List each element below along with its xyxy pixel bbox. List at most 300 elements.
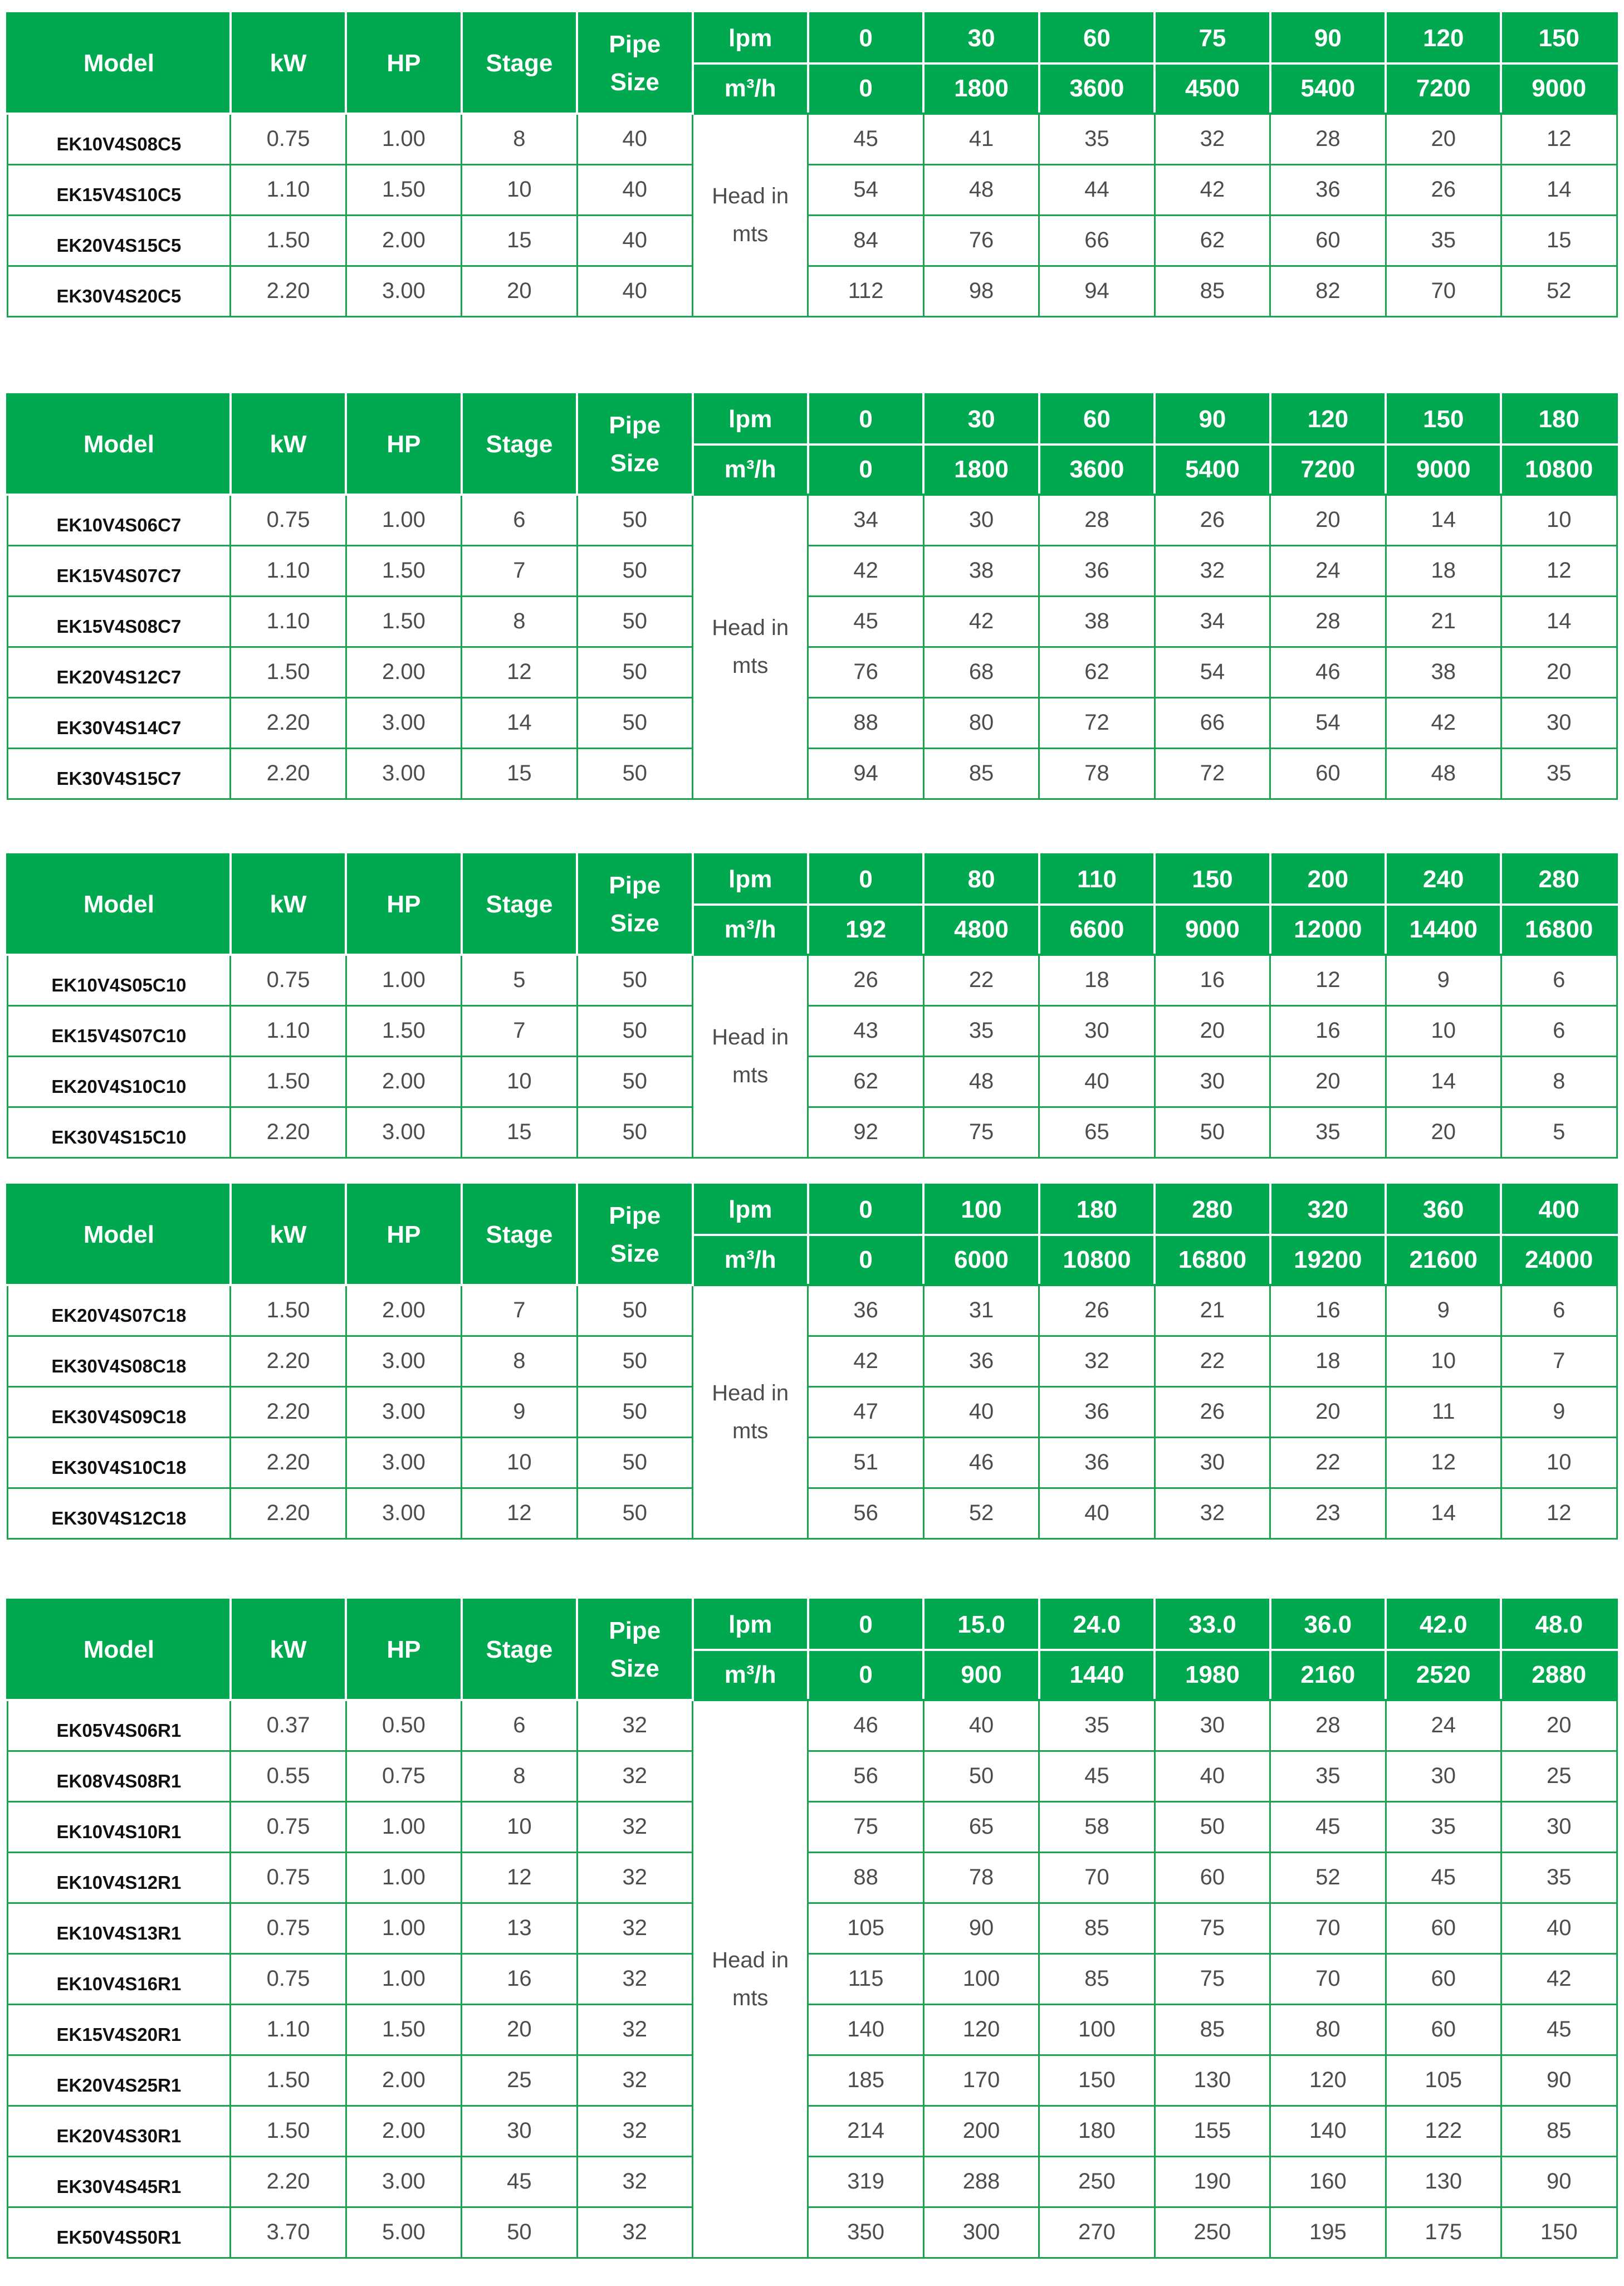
stage-cell: 7 bbox=[462, 1005, 577, 1056]
pipe-size-line1: Pipe bbox=[609, 31, 661, 58]
stage-cell: 10 bbox=[462, 1437, 577, 1488]
head-value-cell: 62 bbox=[1039, 647, 1155, 697]
lpm-value: 24.0 bbox=[1039, 1600, 1155, 1650]
head-value-cell: 98 bbox=[923, 266, 1039, 316]
kw-cell: 1.10 bbox=[231, 545, 346, 596]
head-in-mts-label bbox=[693, 1700, 808, 2258]
stage-cell: 12 bbox=[462, 1488, 577, 1538]
hp-cell: 2.00 bbox=[346, 2055, 461, 2106]
pipe-size-cell: 50 bbox=[577, 647, 692, 697]
pipe-size-cell: 32 bbox=[577, 1801, 692, 1852]
lpm-value: 280 bbox=[1155, 1185, 1270, 1235]
table-row bbox=[7, 164, 1617, 215]
head-value-cell: 200 bbox=[923, 2106, 1039, 2156]
model-cell: EK15V4S10C5 bbox=[7, 164, 231, 215]
head-value-cell: 42 bbox=[1155, 164, 1270, 215]
head-value-cell: 30 bbox=[1501, 697, 1617, 748]
pipe-size-cell: 50 bbox=[577, 1488, 692, 1538]
pipe-size-cell: 32 bbox=[577, 2004, 692, 2055]
hp-cell: 2.00 bbox=[346, 2106, 461, 2156]
pipe-size-cell: 40 bbox=[577, 114, 692, 164]
hp-cell: 1.00 bbox=[346, 114, 461, 164]
m3h-value: 5400 bbox=[1270, 63, 1386, 114]
head-value-cell: 270 bbox=[1039, 2207, 1155, 2258]
head-label-line1: Head in bbox=[712, 1947, 789, 1972]
head-value-cell: 82 bbox=[1270, 266, 1386, 316]
model-header: Model bbox=[7, 1600, 231, 1700]
head-value-cell: 12 bbox=[1501, 1488, 1617, 1538]
kw-cell: 0.37 bbox=[231, 1700, 346, 1751]
pipe-size-cell: 32 bbox=[577, 1953, 692, 2004]
table-row bbox=[7, 2004, 1617, 2055]
table-row bbox=[7, 1953, 1617, 2004]
m3h-value: 19200 bbox=[1270, 1235, 1386, 1285]
table-row bbox=[7, 215, 1617, 266]
head-value-cell: 70 bbox=[1039, 1852, 1155, 1903]
head-value-cell: 38 bbox=[1039, 596, 1155, 647]
pipe-size-cell: 32 bbox=[577, 2207, 692, 2258]
head-value-cell: 7 bbox=[1501, 1336, 1617, 1386]
pipe-size-line2: Size bbox=[610, 450, 659, 477]
spec-table bbox=[6, 853, 1618, 1159]
lpm-value: 280 bbox=[1501, 854, 1617, 905]
head-value-cell: 54 bbox=[1270, 697, 1386, 748]
lpm-header: lpm bbox=[693, 13, 808, 63]
head-value-cell: 42 bbox=[1386, 697, 1501, 748]
head-value-cell: 319 bbox=[808, 2156, 923, 2207]
pipe-size-cell: 32 bbox=[577, 1751, 692, 1801]
table-row bbox=[7, 748, 1617, 799]
head-value-cell: 26 bbox=[808, 955, 923, 1005]
head-value-cell: 23 bbox=[1270, 1488, 1386, 1538]
pipe-size-line1: Pipe bbox=[609, 412, 661, 439]
m3h-value: 21600 bbox=[1386, 1235, 1501, 1285]
head-value-cell: 12 bbox=[1501, 114, 1617, 164]
head-value-cell: 75 bbox=[923, 1107, 1039, 1157]
model-cell: EK30V4S15C7 bbox=[7, 748, 231, 799]
head-label-line2: mts bbox=[732, 1063, 769, 1088]
head-value-cell: 24 bbox=[1270, 545, 1386, 596]
lpm-value: 36.0 bbox=[1270, 1600, 1386, 1650]
head-label-line1: Head in bbox=[712, 184, 789, 209]
table-row bbox=[7, 266, 1617, 316]
head-value-cell: 26 bbox=[1039, 1285, 1155, 1336]
head-value-cell: 9 bbox=[1386, 1285, 1501, 1336]
head-value-cell: 10 bbox=[1386, 1005, 1501, 1056]
table-row bbox=[7, 647, 1617, 697]
lpm-value: 48.0 bbox=[1501, 1600, 1617, 1650]
hp-cell: 2.00 bbox=[346, 1056, 461, 1107]
lpm-value: 200 bbox=[1270, 854, 1386, 905]
head-value-cell: 85 bbox=[1501, 2106, 1617, 2156]
head-value-cell: 42 bbox=[923, 596, 1039, 647]
head-in-mts-label bbox=[693, 114, 808, 316]
stage-cell: 20 bbox=[462, 266, 577, 316]
head-value-cell: 70 bbox=[1270, 1903, 1386, 1953]
m3h-value: 4800 bbox=[923, 905, 1039, 955]
head-value-cell: 40 bbox=[1501, 1903, 1617, 1953]
head-value-cell: 76 bbox=[808, 647, 923, 697]
model-cell: EK15V4S07C7 bbox=[7, 545, 231, 596]
head-value-cell: 34 bbox=[808, 495, 923, 545]
kw-cell: 2.20 bbox=[231, 748, 346, 799]
head-value-cell: 150 bbox=[1501, 2207, 1617, 2258]
table-row bbox=[7, 1852, 1617, 1903]
m3h-value: 1440 bbox=[1039, 1650, 1155, 1700]
stage-cell: 20 bbox=[462, 2004, 577, 2055]
head-value-cell: 26 bbox=[1155, 1386, 1270, 1437]
head-label-line1: Head in bbox=[712, 1380, 789, 1405]
hp-header: HP bbox=[346, 394, 461, 495]
stage-cell: 8 bbox=[462, 1751, 577, 1801]
lpm-value: 30 bbox=[923, 13, 1039, 63]
head-value-cell: 50 bbox=[1155, 1107, 1270, 1157]
head-value-cell: 66 bbox=[1039, 215, 1155, 266]
stage-cell: 10 bbox=[462, 164, 577, 215]
model-cell: EK20V4S15C5 bbox=[7, 215, 231, 266]
kw-cell: 2.20 bbox=[231, 2156, 346, 2207]
stage-cell: 16 bbox=[462, 1953, 577, 2004]
head-value-cell: 66 bbox=[1155, 697, 1270, 748]
head-value-cell: 45 bbox=[1501, 2004, 1617, 2055]
head-value-cell: 92 bbox=[808, 1107, 923, 1157]
m3h-value: 16800 bbox=[1155, 1235, 1270, 1285]
head-value-cell: 48 bbox=[923, 1056, 1039, 1107]
lpm-value: 120 bbox=[1270, 394, 1386, 444]
stage-header: Stage bbox=[462, 1600, 577, 1700]
pipe-size-cell: 50 bbox=[577, 495, 692, 545]
stage-cell: 6 bbox=[462, 495, 577, 545]
stage-cell: 14 bbox=[462, 697, 577, 748]
head-value-cell: 30 bbox=[1039, 1005, 1155, 1056]
table-row bbox=[7, 697, 1617, 748]
pipe-size-line2: Size bbox=[610, 910, 659, 937]
head-value-cell: 40 bbox=[1155, 1751, 1270, 1801]
model-cell: EK15V4S07C10 bbox=[7, 1005, 231, 1056]
head-value-cell: 46 bbox=[808, 1700, 923, 1751]
hp-cell: 1.50 bbox=[346, 545, 461, 596]
head-value-cell: 22 bbox=[1270, 1437, 1386, 1488]
head-value-cell: 50 bbox=[923, 1751, 1039, 1801]
hp-cell: 3.00 bbox=[346, 1437, 461, 1488]
head-value-cell: 16 bbox=[1270, 1285, 1386, 1336]
head-value-cell: 62 bbox=[808, 1056, 923, 1107]
pipe-size-header bbox=[577, 13, 692, 114]
kw-cell: 1.50 bbox=[231, 215, 346, 266]
table-row bbox=[7, 545, 1617, 596]
lpm-value: 33.0 bbox=[1155, 1600, 1270, 1650]
head-value-cell: 78 bbox=[1039, 748, 1155, 799]
model-cell: EK20V4S07C18 bbox=[7, 1285, 231, 1336]
head-value-cell: 10 bbox=[1501, 495, 1617, 545]
head-value-cell: 140 bbox=[808, 2004, 923, 2055]
hp-cell: 3.00 bbox=[346, 1488, 461, 1538]
m3h-value: 0 bbox=[808, 1650, 923, 1700]
model-cell: EK10V4S10R1 bbox=[7, 1801, 231, 1852]
hp-cell: 1.00 bbox=[346, 495, 461, 545]
head-value-cell: 35 bbox=[1501, 1852, 1617, 1903]
head-value-cell: 185 bbox=[808, 2055, 923, 2106]
head-value-cell: 40 bbox=[923, 1700, 1039, 1751]
lpm-value: 42.0 bbox=[1386, 1600, 1501, 1650]
lpm-header: lpm bbox=[693, 1600, 808, 1650]
m3h-value: 9000 bbox=[1386, 444, 1501, 495]
hp-cell: 1.50 bbox=[346, 2004, 461, 2055]
table-row bbox=[7, 1700, 1617, 1751]
pipe-size-cell: 50 bbox=[577, 1056, 692, 1107]
m3h-value: 5400 bbox=[1155, 444, 1270, 495]
head-value-cell: 80 bbox=[1270, 2004, 1386, 2055]
head-value-cell: 62 bbox=[1155, 215, 1270, 266]
pipe-size-cell: 40 bbox=[577, 266, 692, 316]
head-value-cell: 85 bbox=[1155, 266, 1270, 316]
head-value-cell: 48 bbox=[923, 164, 1039, 215]
head-value-cell: 6 bbox=[1501, 955, 1617, 1005]
m3h-value: 24000 bbox=[1501, 1235, 1617, 1285]
table-row bbox=[7, 1437, 1617, 1488]
head-value-cell: 76 bbox=[923, 215, 1039, 266]
pipe-size-header bbox=[577, 394, 692, 495]
head-value-cell: 105 bbox=[808, 1903, 923, 1953]
table-row bbox=[7, 1107, 1617, 1157]
head-value-cell: 25 bbox=[1501, 1751, 1617, 1801]
model-cell: EK10V4S13R1 bbox=[7, 1903, 231, 1953]
pipe-size-line2: Size bbox=[610, 1240, 659, 1267]
lpm-value: 0 bbox=[808, 13, 923, 63]
model-cell: EK20V4S10C10 bbox=[7, 1056, 231, 1107]
head-value-cell: 20 bbox=[1386, 1107, 1501, 1157]
m3h-value: 14400 bbox=[1386, 905, 1501, 955]
kw-cell: 2.20 bbox=[231, 1488, 346, 1538]
head-value-cell: 130 bbox=[1386, 2156, 1501, 2207]
m3h-value: 1800 bbox=[923, 444, 1039, 495]
stage-header: Stage bbox=[462, 13, 577, 114]
head-value-cell: 70 bbox=[1270, 1953, 1386, 2004]
model-cell: EK15V4S20R1 bbox=[7, 2004, 231, 2055]
stage-cell: 7 bbox=[462, 545, 577, 596]
stage-header: Stage bbox=[462, 854, 577, 955]
model-cell: EK50V4S50R1 bbox=[7, 2207, 231, 2258]
m3h-value: 900 bbox=[923, 1650, 1039, 1700]
spec-table bbox=[6, 393, 1618, 800]
pipe-size-line1: Pipe bbox=[609, 1202, 661, 1229]
hp-header: HP bbox=[346, 1185, 461, 1285]
pipe-size-cell: 50 bbox=[577, 1005, 692, 1056]
m3h-value: 16800 bbox=[1501, 905, 1617, 955]
head-value-cell: 34 bbox=[1155, 596, 1270, 647]
head-value-cell: 56 bbox=[808, 1488, 923, 1538]
stage-cell: 30 bbox=[462, 2106, 577, 2156]
head-value-cell: 45 bbox=[1386, 1852, 1501, 1903]
model-header: Model bbox=[7, 854, 231, 955]
head-value-cell: 105 bbox=[1386, 2055, 1501, 2106]
kw-cell: 2.20 bbox=[231, 1107, 346, 1157]
head-label-line2: mts bbox=[732, 1418, 769, 1443]
pipe-size-cell: 32 bbox=[577, 1700, 692, 1751]
head-value-cell: 94 bbox=[1039, 266, 1155, 316]
head-value-cell: 47 bbox=[808, 1386, 923, 1437]
kw-header: kW bbox=[231, 1600, 346, 1700]
m3h-header: m³/h bbox=[693, 1650, 808, 1700]
kw-cell: 2.20 bbox=[231, 697, 346, 748]
hp-cell: 2.00 bbox=[346, 215, 461, 266]
kw-cell: 2.20 bbox=[231, 1336, 346, 1386]
head-value-cell: 40 bbox=[1039, 1056, 1155, 1107]
head-value-cell: 14 bbox=[1501, 164, 1617, 215]
head-in-mts-label bbox=[693, 1285, 808, 1538]
m3h-value: 10800 bbox=[1039, 1235, 1155, 1285]
pipe-size-header bbox=[577, 1185, 692, 1285]
head-value-cell: 180 bbox=[1039, 2106, 1155, 2156]
lpm-value: 0 bbox=[808, 854, 923, 905]
pipe-size-cell: 32 bbox=[577, 2106, 692, 2156]
hp-cell: 2.00 bbox=[346, 647, 461, 697]
lpm-value: 100 bbox=[923, 1185, 1039, 1235]
head-value-cell: 41 bbox=[923, 114, 1039, 164]
model-cell: EK05V4S06R1 bbox=[7, 1700, 231, 1751]
m3h-value: 4500 bbox=[1155, 63, 1270, 114]
lpm-header: lpm bbox=[693, 394, 808, 444]
head-value-cell: 35 bbox=[1501, 748, 1617, 799]
head-value-cell: 214 bbox=[808, 2106, 923, 2156]
stage-cell: 50 bbox=[462, 2207, 577, 2258]
model-cell: EK30V4S10C18 bbox=[7, 1437, 231, 1488]
lpm-value: 30 bbox=[923, 394, 1039, 444]
head-value-cell: 46 bbox=[923, 1437, 1039, 1488]
table-row bbox=[7, 955, 1617, 1005]
head-value-cell: 12 bbox=[1501, 545, 1617, 596]
lpm-value: 75 bbox=[1155, 13, 1270, 63]
pipe-size-cell: 40 bbox=[577, 215, 692, 266]
m3h-value: 0 bbox=[808, 1235, 923, 1285]
kw-cell: 2.20 bbox=[231, 266, 346, 316]
hp-header: HP bbox=[346, 13, 461, 114]
head-value-cell: 65 bbox=[923, 1801, 1039, 1852]
head-value-cell: 72 bbox=[1039, 697, 1155, 748]
m3h-value: 3600 bbox=[1039, 444, 1155, 495]
model-header: Model bbox=[7, 13, 231, 114]
stage-cell: 10 bbox=[462, 1056, 577, 1107]
head-value-cell: 22 bbox=[1155, 1336, 1270, 1386]
header-row bbox=[7, 394, 1617, 444]
head-value-cell: 60 bbox=[1386, 1953, 1501, 2004]
head-value-cell: 36 bbox=[1039, 1437, 1155, 1488]
stage-header: Stage bbox=[462, 394, 577, 495]
m3h-header: m³/h bbox=[693, 444, 808, 495]
head-value-cell: 32 bbox=[1155, 1488, 1270, 1538]
head-value-cell: 30 bbox=[1155, 1700, 1270, 1751]
kw-cell: 0.75 bbox=[231, 1801, 346, 1852]
kw-cell: 1.10 bbox=[231, 164, 346, 215]
pipe-size-line1: Pipe bbox=[609, 1617, 661, 1644]
head-value-cell: 84 bbox=[808, 215, 923, 266]
head-in-mts-label bbox=[693, 495, 808, 799]
table-row bbox=[7, 2106, 1617, 2156]
head-value-cell: 288 bbox=[923, 2156, 1039, 2207]
head-value-cell: 14 bbox=[1501, 596, 1617, 647]
m3h-header: m³/h bbox=[693, 63, 808, 114]
head-value-cell: 18 bbox=[1039, 955, 1155, 1005]
head-value-cell: 22 bbox=[923, 955, 1039, 1005]
head-value-cell: 175 bbox=[1386, 2207, 1501, 2258]
head-value-cell: 42 bbox=[808, 1336, 923, 1386]
head-label-line2: mts bbox=[732, 653, 769, 678]
head-value-cell: 75 bbox=[1155, 1903, 1270, 1953]
kw-cell: 0.75 bbox=[231, 114, 346, 164]
head-value-cell: 130 bbox=[1155, 2055, 1270, 2106]
head-value-cell: 20 bbox=[1386, 114, 1501, 164]
head-value-cell: 70 bbox=[1386, 266, 1501, 316]
stage-cell: 15 bbox=[462, 1107, 577, 1157]
lpm-value: 240 bbox=[1386, 854, 1501, 905]
head-value-cell: 140 bbox=[1270, 2106, 1386, 2156]
lpm-value: 15.0 bbox=[923, 1600, 1039, 1650]
pipe-size-cell: 50 bbox=[577, 748, 692, 799]
hp-cell: 1.00 bbox=[346, 955, 461, 1005]
lpm-value: 150 bbox=[1501, 13, 1617, 63]
kw-header: kW bbox=[231, 394, 346, 495]
head-value-cell: 21 bbox=[1386, 596, 1501, 647]
pipe-size-cell: 50 bbox=[577, 1437, 692, 1488]
head-value-cell: 38 bbox=[1386, 647, 1501, 697]
table-row bbox=[7, 1386, 1617, 1437]
m3h-value: 9000 bbox=[1501, 63, 1617, 114]
stage-cell: 9 bbox=[462, 1386, 577, 1437]
head-value-cell: 65 bbox=[1039, 1107, 1155, 1157]
head-value-cell: 56 bbox=[808, 1751, 923, 1801]
head-value-cell: 52 bbox=[923, 1488, 1039, 1538]
head-value-cell: 85 bbox=[1039, 1953, 1155, 2004]
kw-cell: 0.75 bbox=[231, 1903, 346, 1953]
model-header: Model bbox=[7, 1185, 231, 1285]
head-value-cell: 20 bbox=[1270, 1386, 1386, 1437]
hp-cell: 1.00 bbox=[346, 1953, 461, 2004]
stage-cell: 25 bbox=[462, 2055, 577, 2106]
kw-cell: 1.50 bbox=[231, 647, 346, 697]
kw-cell: 1.50 bbox=[231, 2055, 346, 2106]
head-value-cell: 32 bbox=[1155, 545, 1270, 596]
stage-cell: 12 bbox=[462, 647, 577, 697]
head-value-cell: 195 bbox=[1270, 2207, 1386, 2258]
head-value-cell: 20 bbox=[1155, 1005, 1270, 1056]
stage-cell: 10 bbox=[462, 1801, 577, 1852]
table-row bbox=[7, 1751, 1617, 1801]
head-value-cell: 42 bbox=[1501, 1953, 1617, 2004]
head-value-cell: 28 bbox=[1270, 596, 1386, 647]
stage-cell: 8 bbox=[462, 596, 577, 647]
lpm-value: 0 bbox=[808, 394, 923, 444]
header-row bbox=[7, 854, 1617, 905]
head-value-cell: 51 bbox=[808, 1437, 923, 1488]
head-value-cell: 85 bbox=[923, 748, 1039, 799]
m3h-value: 6600 bbox=[1039, 905, 1155, 955]
pipe-size-cell: 50 bbox=[577, 1386, 692, 1437]
head-value-cell: 45 bbox=[808, 114, 923, 164]
head-value-cell: 120 bbox=[1270, 2055, 1386, 2106]
lpm-value: 60 bbox=[1039, 13, 1155, 63]
head-value-cell: 54 bbox=[1155, 647, 1270, 697]
hp-cell: 1.00 bbox=[346, 1903, 461, 1953]
head-value-cell: 90 bbox=[1501, 2055, 1617, 2106]
stage-cell: 12 bbox=[462, 1852, 577, 1903]
model-cell: EK30V4S14C7 bbox=[7, 697, 231, 748]
head-value-cell: 26 bbox=[1155, 495, 1270, 545]
head-value-cell: 68 bbox=[923, 647, 1039, 697]
model-cell: EK30V4S20C5 bbox=[7, 266, 231, 316]
head-value-cell: 6 bbox=[1501, 1005, 1617, 1056]
head-value-cell: 16 bbox=[1155, 955, 1270, 1005]
head-value-cell: 10 bbox=[1386, 1336, 1501, 1386]
